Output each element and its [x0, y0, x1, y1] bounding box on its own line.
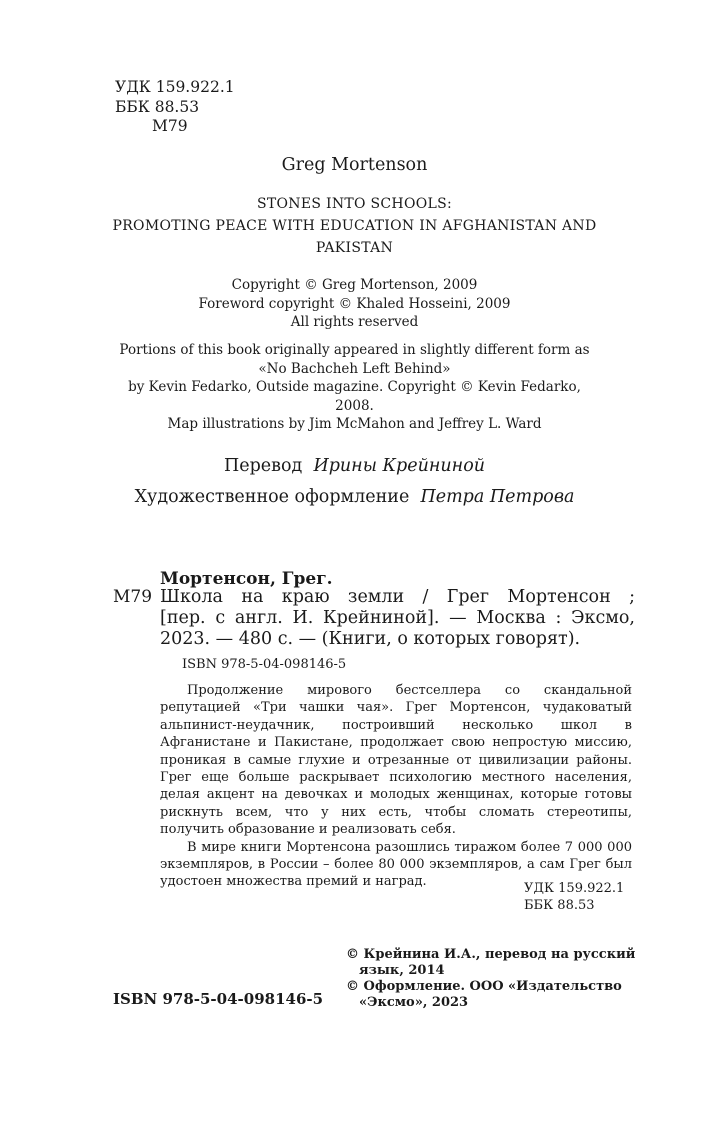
translation-copyright: © Крейнина И.А., перевод на русский	[346, 947, 636, 962]
original-title-line: STONES INTO SCHOOLS:	[256, 196, 453, 212]
original-copyright	[0, 276, 709, 332]
designer-name: Петра Петрова	[420, 487, 575, 507]
copyright-line: All rights reserved	[290, 314, 419, 330]
udk-code: УДК 159.922.1	[115, 78, 235, 96]
annotation-paragraph: В мире книги Мортенсона разошлись тиражом более 7 000 000 экземпляров, в России – более 80 000 экземпляров, а сам Грег был удостоен множества премий и наград.	[160, 839, 632, 890]
bbk-code: ББК 88.53	[115, 97, 200, 116]
annotation	[160, 682, 632, 891]
copyright-line: Foreword copyright © Khaled Hosseini, 2009	[198, 295, 511, 312]
catalog-entry-heading: Мортенсон, Грег.	[160, 569, 333, 589]
original-author: Greg Mortenson	[281, 155, 428, 175]
design-label: Художественное оформление	[134, 487, 410, 507]
design-copyright: © Оформление. ООО «Издательство	[346, 979, 622, 994]
original-title	[0, 193, 709, 259]
translation-label: Перевод	[223, 456, 303, 476]
catalog-entry-body	[160, 587, 635, 650]
author-sign: М79	[152, 117, 188, 135]
portions-line: Map illustrations by Jim McMahon and Jeffrey L. Ward	[167, 416, 542, 432]
portions-notice	[0, 341, 709, 434]
catalog-entry-line: 2023. — 480 с. — (Книги, о которых говорят).	[160, 629, 581, 649]
bbk-code-bottom: ББК 88.53	[524, 898, 595, 914]
classification-block	[115, 78, 235, 137]
catalog-entry-line: Школа на краю земли / Грег Мортенсон ;	[160, 587, 635, 607]
catalog-entry-isbn: ISBN 978-5-04-098146-5	[182, 657, 347, 672]
copyright-line: Copyright © Greg Mortenson, 2009	[231, 277, 478, 293]
annotation-classification	[524, 880, 624, 915]
design-copyright-cont: «Эксмо», 2023	[359, 995, 469, 1010]
translator-name: Ирины Крейниной	[313, 456, 486, 476]
original-title-line: PROMOTING PEACE WITH EDUCATION IN AFGHANISTAN AND	[112, 218, 597, 234]
translation-copyright-cont: язык, 2014	[359, 963, 445, 978]
design-credit	[0, 487, 709, 507]
portions-line: «No Bachcheh Left Behind»	[258, 360, 451, 377]
translation-credit	[0, 456, 709, 476]
publisher-copyright	[346, 947, 646, 1011]
portions-line: by Kevin Fedarko, Outside magazine. Copyright © Kevin Fedarko,	[128, 379, 581, 395]
portions-line: 2008.	[335, 397, 374, 414]
portions-line: Portions of this book originally appeared in slightly different form as	[119, 342, 590, 358]
udk-code-bottom: УДК 159.922.1	[524, 881, 625, 896]
catalog-entry-line: [пер. с англ. И. Крейниной]. — Москва : Эксмо,	[160, 608, 635, 628]
isbn: ISBN 978-5-04-098146-5	[113, 990, 324, 1008]
original-title-line: PAKISTAN	[315, 240, 394, 256]
catalog-entry-sign: М79	[113, 587, 153, 607]
annotation-paragraph: Продолжение мирового бестселлера со скандальной репутацией «Три чашки чая». Грег Мортенсон, чудаковатый альпинист-неудачник, построивший несколько школ в Афганистане и Пакистане, продолжает свою непростую миссию, проникая в самые глухие и отрезанные от цивилизации районы. Грег еще больше раскрывает психологию местного населения, делая акцент на девочках и молодых женщинах, которые готовы рискнуть всем, что у них есть, чтобы сломать стереотипы, получить образование и реализовать себя.	[160, 683, 632, 838]
